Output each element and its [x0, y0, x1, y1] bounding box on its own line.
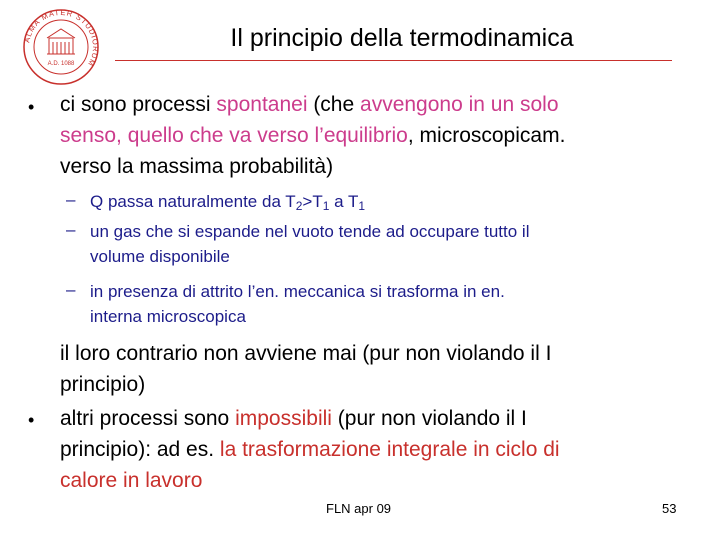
sub-item-q: Q passa naturalmente da $T_2>T_1$ a $T_1$	[90, 192, 366, 213]
sub-item-attrito-line-1: in presenza di attrito l’en. meccanica si trasforma in en.	[90, 282, 505, 301]
text: , microscopicam.	[407, 124, 566, 147]
sub-dash: –	[66, 280, 76, 299]
sub-item-gas-line-1: un gas che si espande nel vuoto tende ad occupare tutto il	[90, 222, 530, 241]
bullet-2-line-1: altri processi sono impossibili (pur non violando il I	[60, 407, 527, 430]
sub-item-attrito-line-2: interna microscopica	[90, 307, 246, 326]
sub-item-gas-line-2: volume disponibile	[90, 247, 230, 266]
bullet-1-line-2	[60, 120, 565, 151]
seal-year: A.D. 1088	[47, 61, 75, 67]
continuation-line-1: il loro contrario non avviene mai (pur non violando il I	[60, 342, 552, 365]
highlight-equilibrio: senso, quello che va verso l’equilibrio	[60, 124, 408, 147]
bullet-marker: •	[28, 97, 35, 117]
sub-dash: –	[66, 190, 76, 209]
seal-ring-text: ALMA MATER STUDIORUM	[22, 8, 100, 69]
title-divider	[115, 60, 672, 61]
highlight-avvengono: avvengono in un solo	[360, 93, 559, 116]
bullet-1-line-1	[60, 89, 559, 120]
bullet-marker: •	[28, 410, 35, 430]
university-seal-logo	[22, 8, 100, 86]
highlight-trasformazione: la trasformazione integrale in ciclo di	[219, 438, 560, 461]
bullet-2-line-3: calore in lavoro	[60, 469, 203, 492]
page-number: 53	[662, 501, 677, 516]
text: (che	[307, 93, 361, 116]
text: ci sono processi	[60, 93, 217, 116]
highlight-spontanei: spontanei	[216, 93, 308, 116]
continuation-line-2: principio)	[60, 373, 146, 396]
slide-title: Il principio della termodinamica	[230, 24, 574, 52]
sub-dash: –	[66, 220, 76, 239]
highlight-impossibili: impossibili	[235, 407, 332, 430]
bullet-2-line-2: principio): ad es. la trasformazione integrale in ciclo di	[60, 438, 560, 461]
footer-label: FLN apr 09	[326, 501, 392, 516]
bullet-1-line-3: verso la massima probabilità)	[60, 155, 334, 178]
